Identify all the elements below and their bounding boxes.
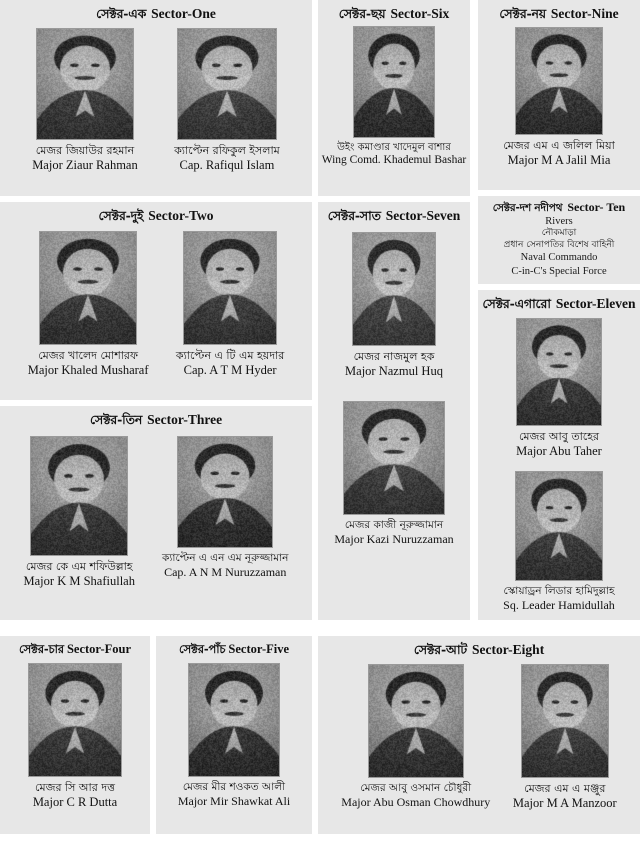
sector-nine-title-bn: সেক্টর-নয় [499,6,546,21]
person-name-bn: মেজর কে এম শফিউল্লাহ [25,559,133,573]
person-name-en: Cap. Rafiqul Islam [179,157,275,172]
sector-eleven-person-1 [478,312,640,459]
person-card [341,664,490,810]
portrait-major-abu-osman-chowdhury [368,664,464,778]
person-name-en: Cap. A N M Nuruzzaman [164,565,287,580]
sector-one-title-en: Sector-One [151,6,216,21]
person-name-en: Wing Comd. Khademul Bashar [321,154,467,167]
sector-four-title-bn: সেক্টর-চার [18,642,64,656]
person-card [174,28,280,173]
sector-five-people [156,657,312,809]
person-card [28,663,122,810]
person-card [503,471,615,613]
portrait-cap-atm-hyder [183,231,277,345]
sector-seven-title-bn: সেক্টর-সাত [327,208,381,223]
person-name-en: Major Ziaur Rahman [32,157,138,172]
sector-eleven-title-en: Sector-Eleven [555,296,636,311]
person-card [178,663,290,809]
person-name-bn: মেজর সি আর দত্ত [35,780,115,794]
sector-eight-people [318,658,640,811]
portrait-major-nazmul-huq [352,232,436,346]
sector-eleven-title [478,290,640,312]
person-name-bn: মেজর এম এ জলিল মিয়া [503,138,615,152]
sector-seven-title-en: Sector-Seven [385,208,461,223]
portrait-sq-leader-hamidullah [515,471,603,581]
portrait-major-cr-dutta [28,663,122,777]
person-card [176,231,284,378]
person-name-bn: মেজর কাজী নূরুজ্জামান [344,518,444,531]
sector-two-title-en: Sector-Two [148,208,214,223]
portrait-major-km-shafiullah [30,436,128,556]
person-card [28,231,149,378]
panel-sector-ten [478,196,640,284]
sector-eleven-title-bn: সেক্টর-এগারো [482,296,551,311]
sector-ten-line-noukamara: নৌকমাড়া [541,228,577,239]
person-card [513,664,617,811]
sector-nine-title-en: Sector-Nine [550,6,619,21]
sector-six-title-bn: সেক্টর-ছয় [338,6,386,21]
portrait-cap-anm-nuruzzaman [177,436,273,548]
person-name-en: Major K M Shafiullah [23,573,135,588]
sector-one-title-bn: সেক্টর-এক [96,6,147,21]
sector-seven-person-1 [318,224,470,379]
person-name-bn: মেজর আবু তাহের [518,429,600,443]
portrait-major-mir-shawkat-ali [188,663,280,777]
person-name-bn: মেজর নাজমুল হক [353,349,435,363]
sector-four-title [0,636,150,657]
portrait-major-ziaur-rahman [36,28,134,140]
sector-six-title-en: Sector-Six [390,6,450,21]
sector-two-title-bn: সেক্টর-দুই [98,208,144,223]
person-card [345,232,443,379]
person-name-en: Major Kazi Nuruzzaman [334,531,454,546]
portrait-cap-rafiqul-islam [177,28,277,140]
person-card [516,318,602,459]
panel-sector-three [0,406,312,620]
sector-eleven-person-2 [478,459,640,613]
sector-nine-title [478,0,640,22]
person-card [503,27,615,168]
person-name-bn: ক্যাপ্টেন এ এন এম নূরুজ্জামান [162,551,289,564]
sector-eight-title-en: Sector-Eight [471,642,545,657]
panel-sector-two [0,202,312,400]
sector-five-title-bn: সেক্টর-পাঁচ [178,642,226,656]
person-card [24,436,135,589]
panel-sector-six [318,0,470,196]
portrait-major-ma-jalil-mia [515,27,603,135]
sector-four-title-en: Sector-Four [66,642,132,656]
panel-sector-four [0,636,150,834]
sector-eight-title [318,636,640,658]
sector-ten-title-bn: সেক্টর-দশ নদীপথ [492,202,563,214]
person-name-en: Sq. Leader Hamidullah [503,597,615,612]
person-name-bn: মেজর আবু ওসমান চৌধুরী [360,781,472,794]
person-name-bn: মেজর জিয়াউর রহমান [35,143,135,157]
sector-seven-person-2 [318,379,470,547]
person-card [162,436,288,580]
person-card [32,28,138,173]
person-name-en: Major Abu Osman Chowdhury [341,795,491,810]
portrait-major-abu-taher [516,318,602,426]
sector-two-title [0,202,312,224]
person-name-en: Major M A Jalil Mia [507,152,611,167]
portrait-major-ma-manzoor [521,664,609,778]
person-name-en: Major Nazmul Huq [345,363,443,378]
person-card [334,401,453,547]
person-name-bn: মেজর এম এ মঞ্জুর [524,781,606,795]
sector-six-people [318,22,470,168]
sector-three-title [0,406,312,428]
sector-three-people [0,428,312,589]
sector-ten-line-rivers: Rivers [545,215,573,227]
sector-ten-title-en: Sector- Ten [567,200,626,214]
sector-nine-people [478,22,640,168]
panel-sector-eleven [478,290,640,620]
person-name-en: Major Abu Taher [516,443,602,458]
sector-five-title-en: Sector-Five [228,642,290,656]
person-card [322,26,467,168]
sector-four-people [0,657,150,810]
panel-sector-seven [318,202,470,620]
person-name-bn: স্কোয়াড্রন লিডার হামিদুল্লাহ [503,584,615,597]
sector-ten-title [478,196,640,215]
person-name-bn: উইং কমাণ্ডার খাদেমুল বাশার [337,141,451,153]
person-name-bn: ক্যাপ্টেন রফিকুল ইসলাম [174,143,280,157]
sector-two-people [0,224,312,378]
sector-six-title [318,0,470,22]
panel-sector-five [156,636,312,834]
panel-sector-eight [318,636,640,834]
person-name-bn: ক্যাপ্টেন এ টি এম হয়দার [175,348,285,362]
portrait-major-kazi-nuruzzaman [343,401,445,515]
sector-three-title-bn: সেক্টর-তিন [89,412,143,427]
sector-ten-line-naval-commando: Naval Commando [520,252,598,264]
sector-ten-line-cinc-special-force: C-in-C's Special Force [511,265,607,277]
sector-five-title [156,636,312,657]
sector-ten-line-special-force-bn: প্রধান সেনাপতির বিশেষ বাহিনী [503,239,615,250]
panel-sector-nine [478,0,640,190]
sector-one-people [0,22,312,173]
person-name-en: Cap. A T M Hyder [183,362,277,377]
portrait-wing-comd-khademul-bashar [353,26,435,138]
sector-eight-title-bn: সেক্টর-আট [413,642,467,657]
panel-sector-one [0,0,312,196]
sector-seven-title [318,202,470,224]
sector-three-title-en: Sector-Three [147,412,223,427]
portrait-major-khaled-musharaf [39,231,137,345]
sector-ten-description [478,215,640,283]
person-name-en: Major M A Manzoor [512,795,617,810]
person-name-en: Major C R Dutta [32,794,118,809]
person-name-en: Major Khaled Musharaf [27,362,149,377]
person-name-bn: মেজর খালেদ মোশারফ [38,348,139,362]
sector-one-title [0,0,312,22]
person-name-en: Major Mir Shawkat Ali [177,793,291,808]
person-name-bn: মেজর মীর শওকত আলী [182,780,286,793]
